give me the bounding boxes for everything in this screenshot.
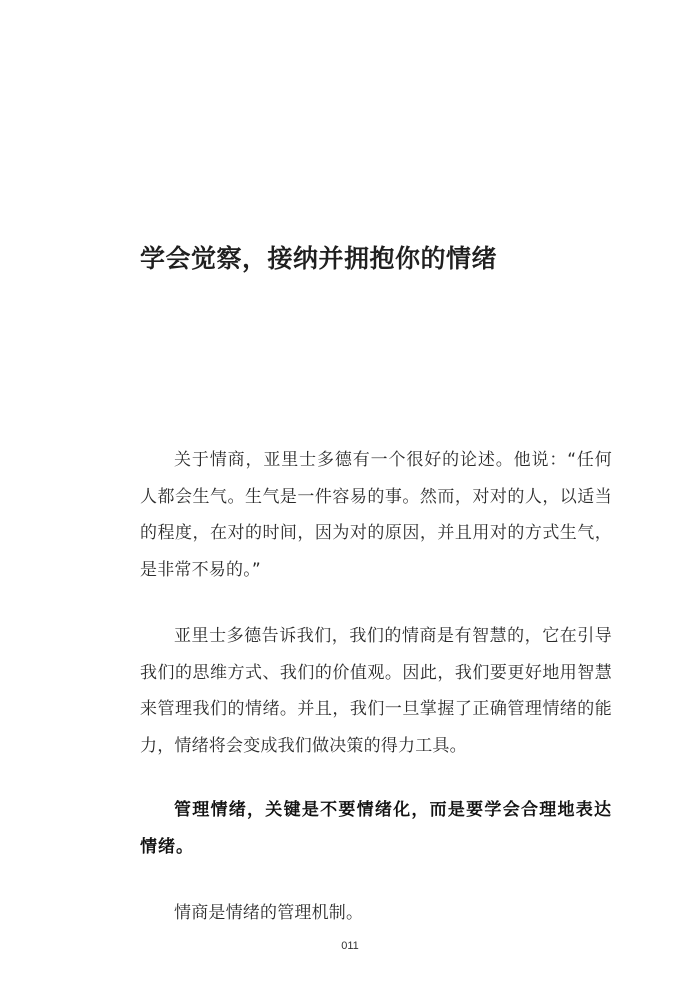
paragraph-aristotle-explanation: 亚里士多德告诉我们，我们的情商是有智慧的，它在引导我们的思维方式、我们的价值观。因此，我们要更好地用智慧来管理我们的情绪。并且，我们一旦掌握了正确管理情绪的能力，情绪将会变成我们做决策的得力工具。 xyxy=(140,626,612,756)
page-number: 011 xyxy=(341,940,359,952)
paragraph-aristotle-quote: 关于情商，亚里士多德有一个很好的论述。他说：“任何人都会生气。生气是一件容易的事。然而，对对的人，以适当的程度，在对的时间，因为对的原因，并且用对的方式生气，是非常不易的。” xyxy=(140,450,612,580)
paragraph-key-point: 管理情绪，关键是不要情绪化，而是要学会合理地表达情绪。 xyxy=(140,800,612,857)
chapter-title: 学会觉察，接纳并拥抱你的情绪 xyxy=(140,243,498,273)
paragraph-summary: 情商是情绪的管理机制。 xyxy=(174,903,364,923)
body-text xyxy=(140,442,612,932)
